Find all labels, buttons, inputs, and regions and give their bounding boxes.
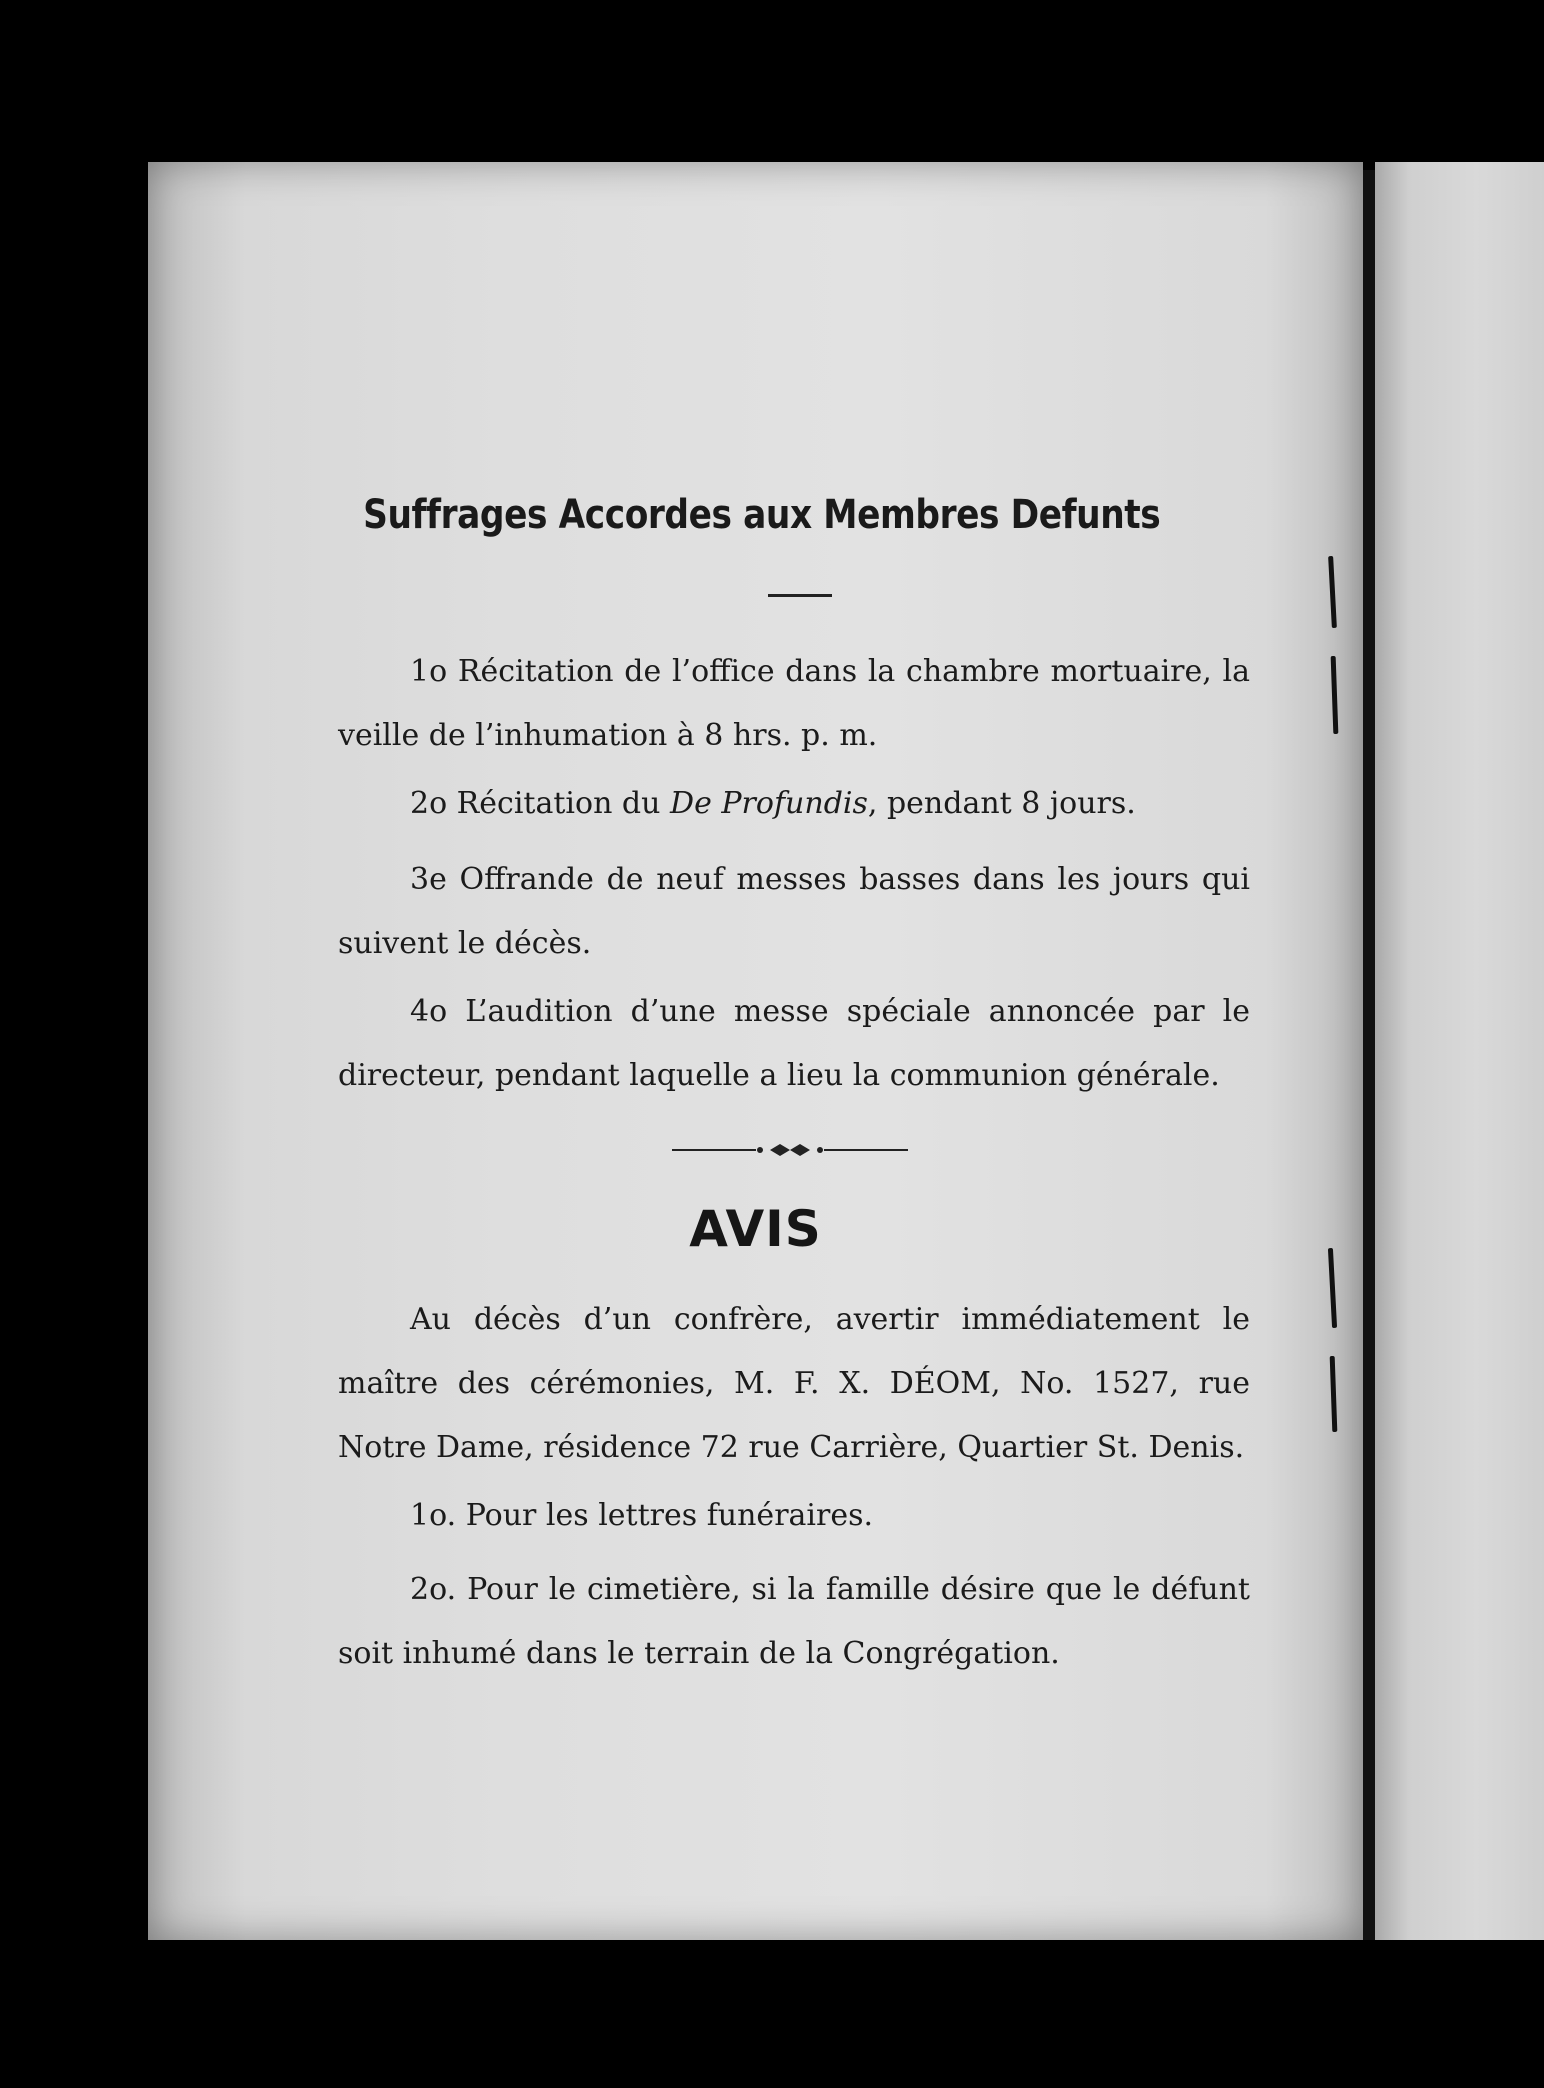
suffrage-item-2-title: De Profundis	[670, 786, 868, 821]
suffrage-item-2	[338, 772, 1250, 836]
page-title: Suffrages Accordes aux Membres Defunts	[363, 492, 1161, 538]
notice-item-2: 2o. Pour le cimetière, si la famille désire que le défunt soit inhumé dans le terrain de la Congrégation.	[338, 1572, 1250, 1671]
suffrage-item-2-rest: , pendant 8 jours.	[867, 786, 1136, 821]
suffrage-item-1: 1o Récitation de l’office dans la chambre mortuaire, la veille de l’inhumation à 8 hrs. p. m.	[338, 654, 1250, 753]
suffrage-item-4: 4o L’audition d’une messe spéciale annoncée par le directeur, pendant laquelle a lieu la communion générale.	[338, 994, 1250, 1093]
notice-heading: AVIS	[689, 1200, 822, 1258]
ornament-divider	[672, 1140, 908, 1160]
book-spine	[1363, 170, 1375, 1940]
suffrage-item-2-text: 2o Récitation du	[410, 786, 661, 821]
notice-item-1: 1o. Pour les lettres funéraires.	[410, 1498, 874, 1533]
notice-text: Au décès d’un confrère, avertir immédiatement le maître des cérémonies, M. F. X. DÉOM, No. 1527, rue Notre Dame, résidence 72 rue Carrière, Quartier St. Denis.	[338, 1302, 1250, 1465]
suffrage-item-3: 3e Offrande de neuf messes basses dans les jours qui suivent le décès.	[338, 862, 1250, 961]
adjacent-page-edge	[1375, 162, 1544, 1940]
title-divider	[768, 594, 832, 597]
